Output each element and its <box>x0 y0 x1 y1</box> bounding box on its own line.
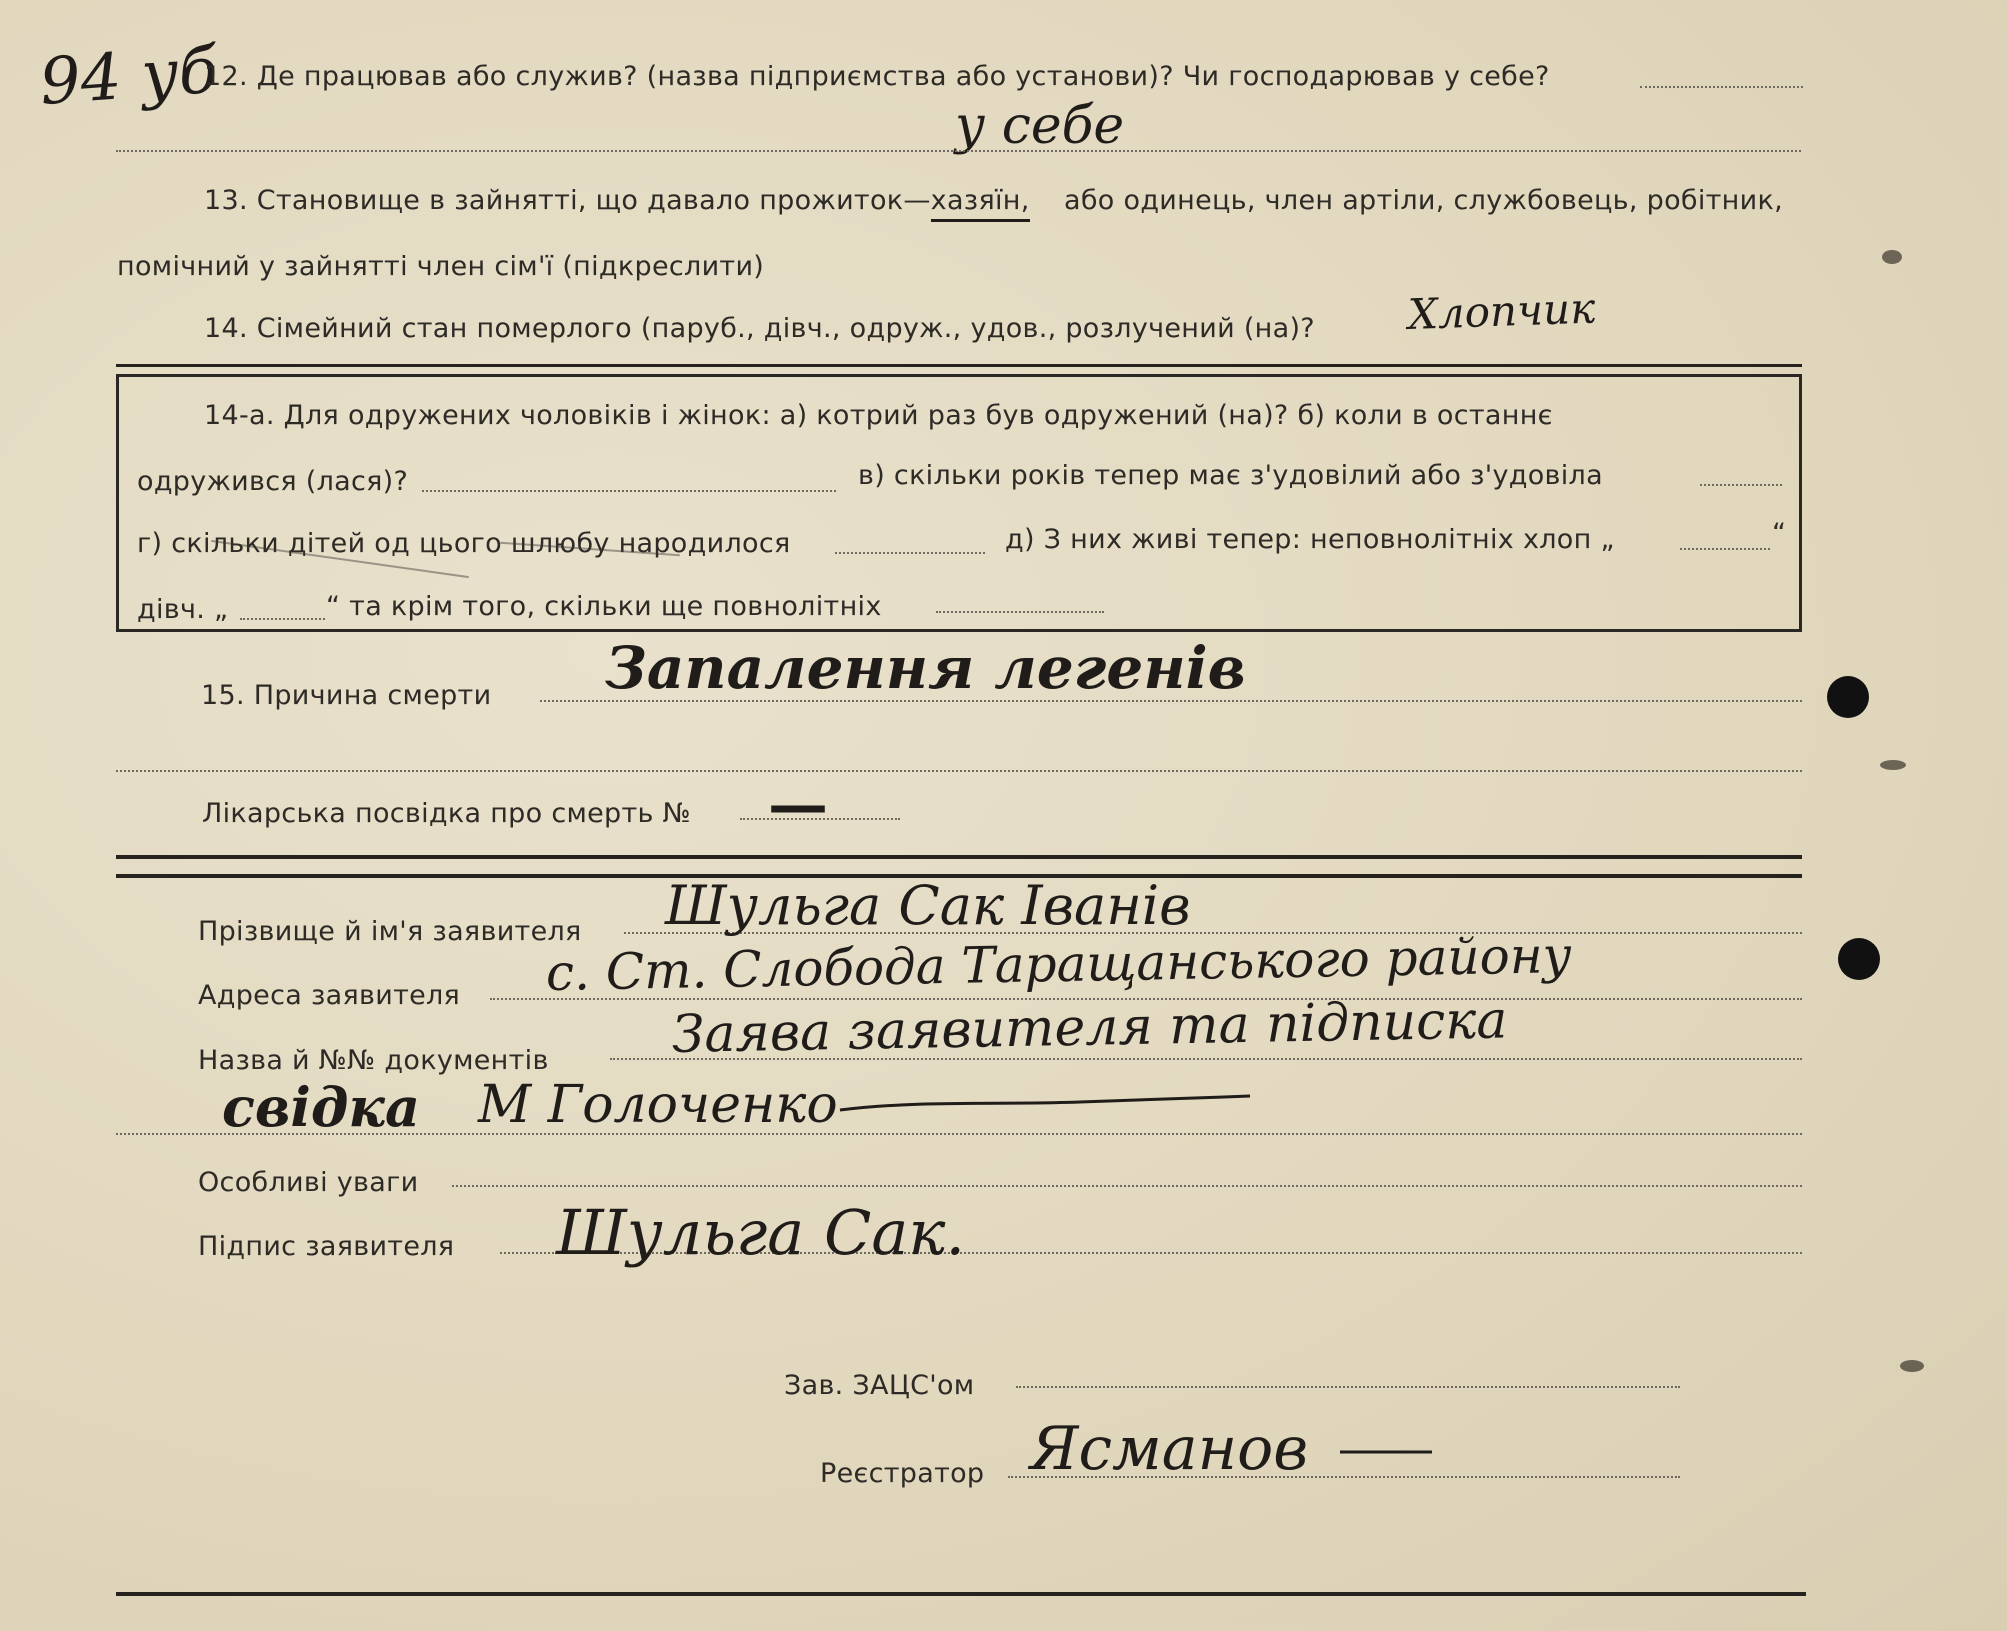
q14a-line3c: “ <box>1772 518 1787 549</box>
q14a-line2a: одружився (лася)? <box>137 466 409 497</box>
registrar-signature: Ясманов <box>1030 1414 1309 1484</box>
punch-hole <box>1827 676 1869 718</box>
q14a-boys-dots <box>1680 548 1770 550</box>
q13-line1 <box>204 185 1030 216</box>
q14a-line1: 14-а. Для одружених чоловіків і жінок: а) котрий раз був одружений (на)? б) коли в останнє <box>204 400 1553 431</box>
applicant-name-label: Прізвище й ім'я заявителя <box>198 916 582 947</box>
q12-answer: у себе <box>955 96 1125 156</box>
q14a-children-dots <box>835 552 985 554</box>
bottom-rule <box>116 1592 1806 1596</box>
q14a-adults-dots <box>936 611 1104 613</box>
q14a-line4b: “ та крім того, скільки ще повнолітніх <box>326 591 882 622</box>
registrar-label: Реєстратор <box>820 1458 985 1489</box>
medical-label: Лікарська посвідка про смерть № <box>202 798 691 829</box>
q15-dots-line2 <box>116 770 1802 772</box>
q14a-girls-dots <box>240 618 325 620</box>
q13-part2: або одинець, член артіли, службовець, робітник, <box>1064 185 1783 216</box>
medical-dots <box>740 818 900 820</box>
corner-note: 94 уб <box>37 33 221 120</box>
q15-label: 15. Причина смерти <box>201 680 492 711</box>
applicant-signature: Шульга Сак. <box>556 1196 966 1269</box>
q13-underlined-option: хазяїн, <box>931 185 1030 222</box>
notes-dots <box>452 1185 1802 1187</box>
q14a-line3a: г) скільки дітей од цього шлюбу народилося <box>137 528 791 559</box>
documents-dots-line2 <box>116 1133 1802 1135</box>
q13-part1: 13. Становище в зайнятті, що давало прожиток— <box>204 185 931 216</box>
q14a-married-dots <box>422 490 836 492</box>
signature-label: Підпис заявителя <box>198 1231 455 1262</box>
applicant-address-label: Адреса заявителя <box>198 980 461 1011</box>
paper-damage-mark <box>1882 250 1902 264</box>
q12-answer-line <box>116 150 1801 152</box>
applicant-name-value: Шульга Сак Іванів <box>665 874 1191 937</box>
zags-head-label: Зав. ЗАЦС'ом <box>784 1370 975 1401</box>
q12-label: 12. Де працював або служив? (назва підприємства або установи)? Чи господарював у себе? <box>204 61 1550 92</box>
witness-signature-flourish <box>840 1090 1260 1120</box>
q13-line2: помічний у зайнятті член сім'ї (підкреслити) <box>117 251 765 282</box>
documents-label: Назва й №№ документів <box>198 1045 549 1076</box>
q12-dotted-line <box>1640 86 1803 88</box>
medical-answer: — <box>768 770 828 840</box>
q14a-line3b: д) З них живі тепер: неповнолітніх хлоп „ <box>1005 524 1615 555</box>
q14a-line2b: в) скільки років тепер має з'удовілий або з'удовіла <box>858 460 1603 491</box>
section-divider-top <box>116 855 1802 859</box>
witness-signature: М Голоченко <box>478 1075 838 1135</box>
box-top-rule <box>116 364 1802 367</box>
registrar-signature-flourish <box>1340 1440 1440 1460</box>
documents-value-continued: свідка <box>222 1075 420 1139</box>
documents-value: Заява заявителя та підписка <box>671 990 1508 1065</box>
paper-damage-mark <box>1900 1360 1924 1372</box>
punch-hole <box>1838 938 1880 980</box>
notes-label: Особливі уваги <box>198 1167 419 1198</box>
q14a-widowed-dots <box>1700 484 1782 486</box>
q14-answer: Хлопчик <box>1407 283 1596 339</box>
applicant-address-value: с. Ст. Слобода Таращанського району <box>545 926 1573 1002</box>
zags-head-dots <box>1016 1386 1680 1388</box>
paper-damage-mark <box>1880 760 1906 770</box>
q15-answer: Запалення легенів <box>605 634 1246 702</box>
q14-label: 14. Сімейний стан померлого (паруб., дівч., одруж., удов., розлучений (на)? <box>204 313 1315 344</box>
q14a-line4a: дівч. „ <box>137 594 229 625</box>
